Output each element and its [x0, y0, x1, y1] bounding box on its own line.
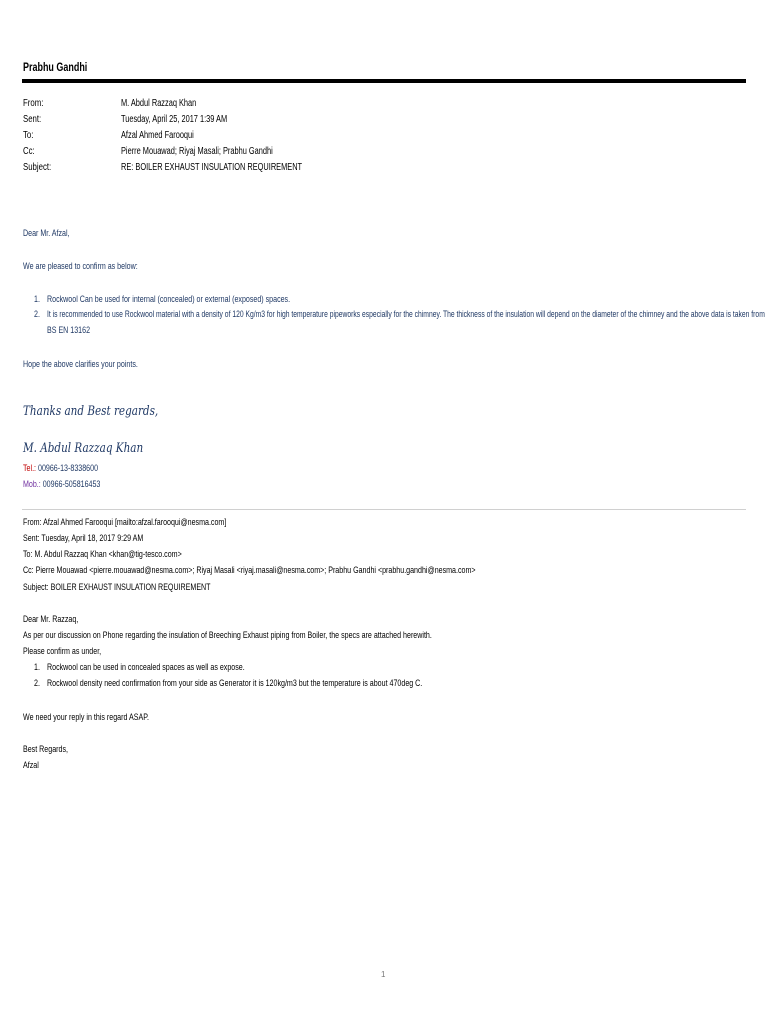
quote-separator: [22, 509, 746, 510]
reply-closing: Hope the above clarifies your points.: [23, 359, 138, 370]
sent-label: Sent:: [23, 114, 42, 125]
original-regards: Best Regards,: [23, 744, 68, 755]
cc-value: Pierre Mouawad; Riyaj Masali; Prabhu Gandhi: [121, 146, 273, 157]
original-item-text: Rockwool can be used in concealed spaces as well as expose.: [47, 662, 245, 673]
original-subject-line: Subject: BOILER EXHAUST INSULATION REQUIREMENT: [23, 582, 211, 593]
title-divider: [22, 79, 746, 83]
original-item-number: 1.: [34, 662, 40, 673]
original-sent-line: Sent: Tuesday, April 18, 2017 9:29 AM: [23, 533, 144, 544]
page-number: 1: [381, 970, 386, 979]
mob-line: [23, 479, 100, 490]
original-greeting: Dear Mr. Razzaq,: [23, 614, 79, 625]
reply-item-number: 1.: [34, 294, 40, 305]
page-title: Prabhu Gandhi: [23, 62, 88, 74]
mob-value: 00966-505816453: [42, 479, 101, 490]
mob-label: Mob.:: [23, 479, 41, 490]
original-from-line: From: Afzal Ahmed Farooqui [mailto:afzal.farooqui@nesma.com]: [23, 517, 227, 528]
tel-value: 00966-13-8338600: [38, 463, 99, 474]
original-body: As per our discussion on Phone regarding the insulation of Breeching Exhaust piping from Boiler, the specs are attached herewith.: [23, 630, 432, 641]
to-value: Afzal Ahmed Farooqui: [121, 130, 194, 141]
reply-item-text: Rockwool Can be used for internal (concealed) or external (exposed) spaces.: [47, 294, 291, 305]
sent-value: Tuesday, April 25, 2017 1:39 AM: [121, 114, 228, 125]
subject-value: RE: BOILER EXHAUST INSULATION REQUIREMENT: [121, 162, 303, 173]
from-label: From:: [23, 98, 44, 109]
original-name: Afzal: [23, 760, 39, 771]
original-item-text: Rockwool density need confirmation from your side as Generator it is 120kg/m3 but the temperature is about 470deg C.: [47, 678, 423, 689]
signoff: Thanks and Best regards,: [23, 404, 159, 419]
tel-label: Tel.:: [23, 463, 37, 474]
reply-item-continuation: BS EN 13162: [47, 325, 91, 336]
original-item-number: 2.: [34, 678, 40, 689]
original-reply-request: We need your reply in this regard ASAP.: [23, 712, 150, 723]
original-cc-line: Cc: Pierre Mouawad <pierre.mouawad@nesma.com>; Riyaj Masali <riyaj.masali@nesma.com>; Prabhu Gandhi <prabhu.gandhi@nesma.com>: [23, 565, 476, 576]
signature-name: M. Abdul Razzaq Khan: [23, 441, 144, 456]
from-value: M. Abdul Razzaq Khan: [121, 98, 197, 109]
reply-greeting: Dear Mr. Afzal,: [23, 228, 70, 239]
subject-label: Subject:: [23, 162, 52, 173]
reply-intro: We are pleased to confirm as below:: [23, 261, 138, 272]
to-label: To:: [23, 130, 34, 141]
reply-item-text: It is recommended to use Rockwool material with a density of 120 Kg/m3 for high temperature pipeworks especially for the chimney. The thickness of the insulation will depend on the diameter of the chimney and the above data is taken from: [47, 309, 765, 320]
original-confirm: Please confirm as under,: [23, 646, 102, 657]
tel-line: [23, 463, 98, 474]
cc-label: Cc:: [23, 146, 35, 157]
original-to-line: To: M. Abdul Razzaq Khan <khan@tig-tesco.com>: [23, 549, 182, 560]
reply-item-number: 2.: [34, 309, 40, 320]
